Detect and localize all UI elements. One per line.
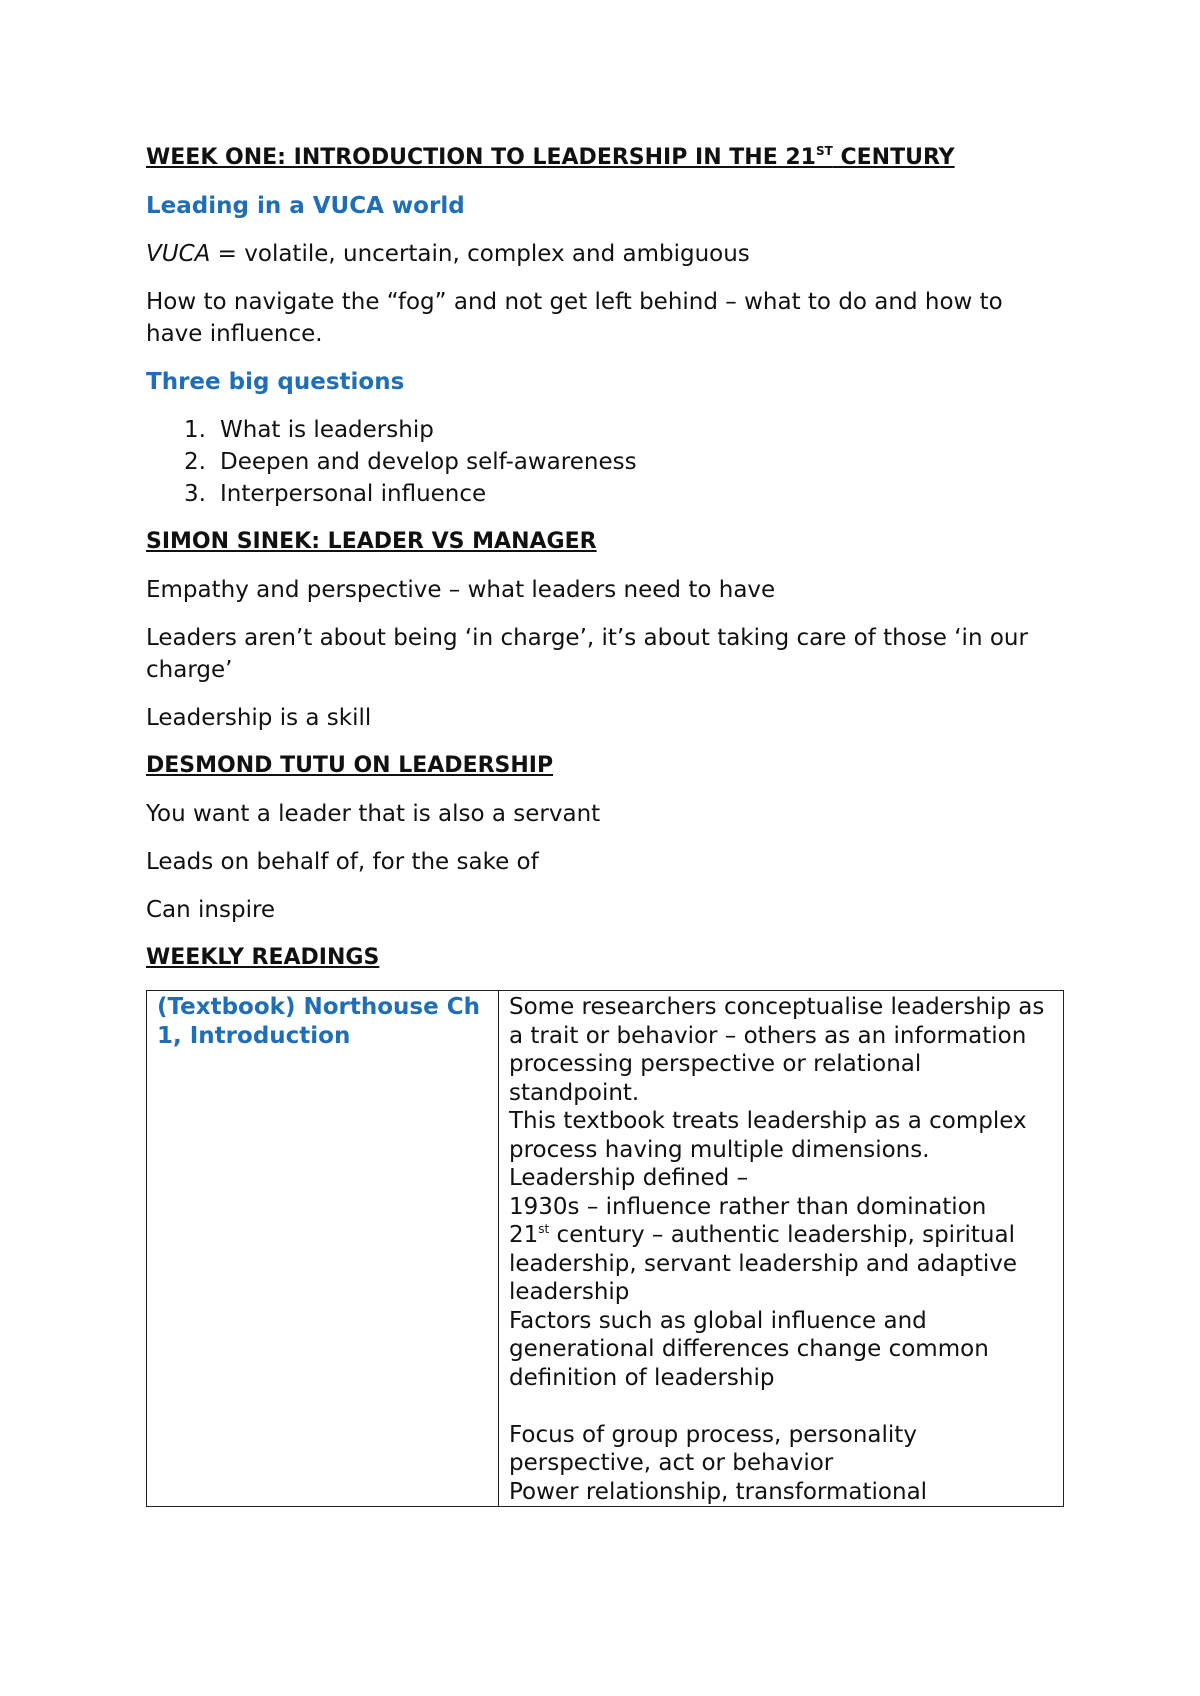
list-item-text: What is leadership xyxy=(220,417,434,443)
document-page xyxy=(146,142,1066,1507)
list-item-text: Deepen and develop self-awareness xyxy=(220,449,637,475)
notes-line: 1930s – influence rather than domination xyxy=(509,1193,987,1220)
notes-line: Leadership defined – xyxy=(509,1165,749,1191)
list-item xyxy=(146,414,1066,446)
notes-line: This textbook treats leadership as a complex process having multiple dimensions. xyxy=(509,1108,1027,1163)
notes-blank-line xyxy=(509,1392,1053,1421)
list-item-text: Interpersonal influence xyxy=(220,481,487,507)
list-item xyxy=(146,478,1066,510)
questions-heading: Three big questions xyxy=(146,369,405,395)
list-number: 2. xyxy=(184,449,206,475)
readings-heading: WEEKLY READINGS xyxy=(146,945,380,970)
vuca-heading: Leading in a VUCA world xyxy=(146,193,465,219)
notes-line: Power relationship, transformational xyxy=(509,1478,928,1505)
notes-text: century – authentic leadership, spiritual leadership, servant leadership and adaptive leadership xyxy=(509,1222,1018,1305)
notes-line: Focus of group process, personality perspective, act or behavior xyxy=(509,1421,917,1476)
readings-table xyxy=(146,990,1064,1507)
list-item xyxy=(146,446,1066,478)
tutu-paragraph-2: Leads on behalf of, for the sake of xyxy=(146,849,539,875)
title-tail: CENTURY xyxy=(832,145,955,170)
sinek-paragraph-3: Leadership is a skill xyxy=(146,705,372,731)
title-text: WEEK ONE: INTRODUCTION TO LEADERSHIP IN THE 21 xyxy=(146,145,816,170)
notes-text: 21 xyxy=(509,1222,539,1248)
vuca-navigate-paragraph: How to navigate the “fog” and not get left behind – what to do and how to have influence. xyxy=(146,289,1003,347)
vuca-definition-text: = volatile, uncertain, complex and ambiguous xyxy=(210,241,750,267)
list-number: 1. xyxy=(184,417,206,443)
vuca-term: VUCA xyxy=(146,241,211,267)
questions-list xyxy=(146,414,1066,510)
list-number: 3. xyxy=(184,481,206,507)
sinek-paragraph-1: Empathy and perspective – what leaders need to have xyxy=(146,577,776,603)
tutu-paragraph-1: You want a leader that is also a servant xyxy=(146,801,601,827)
notes-line: Some researchers conceptualise leadership as a trait or behavior – others as an information processing perspective or relational standpoint. xyxy=(509,994,1045,1106)
sinek-paragraph-2: Leaders aren’t about being ‘in charge’, it’s about taking care of those ‘in our charge’ xyxy=(146,625,1028,683)
notes-line: Factors such as global influence and generational differences change common definition of leadership xyxy=(509,1307,989,1391)
title-superscript: ST xyxy=(816,144,833,158)
vuca-definition xyxy=(146,238,1066,270)
table-row xyxy=(147,991,1064,1507)
tutu-paragraph-3: Can inspire xyxy=(146,897,276,923)
tutu-heading: DESMOND TUTU ON LEADERSHIP xyxy=(146,753,554,778)
notes-superscript: st xyxy=(538,1222,550,1236)
page-title xyxy=(146,142,1066,174)
reading-notes-cell xyxy=(499,991,1064,1507)
reading-source-cell: (Textbook) Northouse Ch 1, Introduction xyxy=(147,991,499,1507)
sinek-heading: SIMON SINEK: LEADER VS MANAGER xyxy=(146,529,597,554)
notes-line xyxy=(509,1221,1053,1307)
